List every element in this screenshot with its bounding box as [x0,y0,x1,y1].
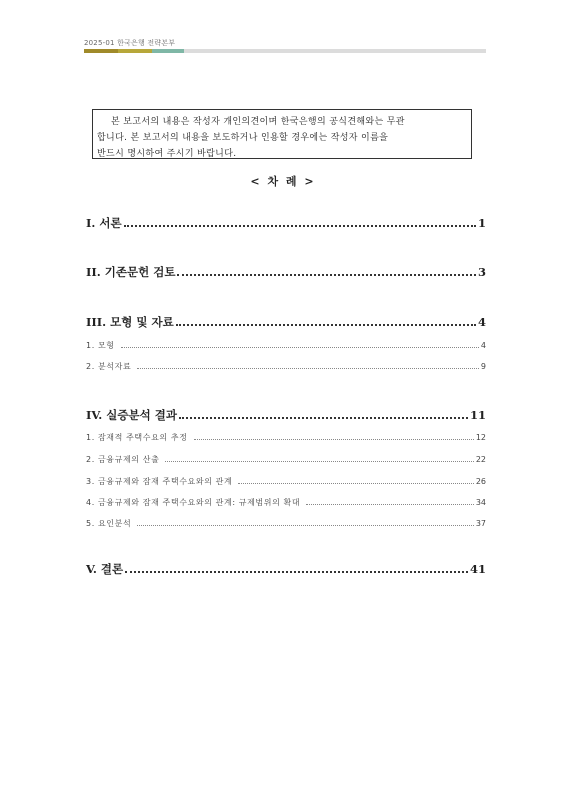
toc-entry-label: 4. 금융규제와 잠재 주택수요와의 관계: 규제범위의 확대 [86,498,301,507]
toc-entry-page: 41 [469,562,486,576]
toc-leader-dots [125,570,468,573]
toc-entry-label: III. 모형 및 자료 [86,315,174,329]
toc-entry-label: 3. 금융규제와 잠재 주택수요와의 관계 [86,477,233,486]
header-bar-segment [184,49,486,53]
toc-subentry [86,497,486,508]
header-bar-segment [84,49,118,53]
toc-entry-label: II. 기존문헌 검토 [86,265,176,279]
toc-leader-dots [177,273,476,276]
toc-entry-empirical-results [86,407,486,423]
disclaimer-line: 합니다. 본 보고서의 내용을 보도하거나 인용할 경우에는 작성자 이름을 [97,133,389,143]
toc-entry-label: I. 서론 [86,216,122,230]
toc-subentry [86,432,486,443]
toc-leader-dots [137,367,479,369]
toc-entry-literature-review [86,264,486,280]
toc-entry-label: 1. 모형 [86,341,115,350]
disclaimer-line: 본 보고서의 내용은 작성자 개인의견이며 한국은행의 공식견해와는 무관 [111,117,405,127]
disclaimer-line: 반드시 명시하여 주시기 바랍니다. [97,149,237,159]
toc-entry-page: 34 [475,498,486,507]
toc-entry-page: 22 [475,455,486,464]
toc-leader-dots [165,460,473,462]
header-color-bar [84,49,486,53]
toc-entry-introduction [86,215,486,231]
toc-entry-page: 26 [475,477,486,486]
toc-leader-dots [176,323,476,326]
toc-entry-label: IV. 실증분석 결과 [86,408,177,422]
toc-entry-page: 37 [475,519,486,528]
toc-entry-page: 4 [480,341,486,350]
toc-leader-dots [124,224,476,227]
toc-subentry [86,454,486,465]
toc-leader-dots [194,438,474,440]
toc-entry-label: 2. 금융규제의 산출 [86,455,160,464]
toc-entry-page: 12 [475,433,486,442]
toc-entry-page: 1 [477,216,486,230]
toc-leader-dots [306,503,474,505]
toc-leader-dots [238,482,473,484]
toc-subentry [86,518,486,529]
toc-subentry [86,340,486,351]
toc-entry-model-and-data [86,314,486,330]
toc-entry-label: V. 결론 [86,562,124,576]
running-header: 2025-01 한국은행 전략본부 [84,39,176,47]
toc-entry-page: 4 [477,315,486,329]
toc-leader-dots [121,346,479,348]
toc-leader-dots [179,416,468,419]
toc-title: < 차 례 > [250,175,316,188]
header-bar-segment [152,49,184,53]
toc-leader-dots [137,524,474,526]
toc-subentry [86,361,486,372]
toc-entry-page: 11 [469,408,486,422]
toc-entry-page: 3 [477,265,486,279]
toc-entry-label: 5. 요인분석 [86,519,132,528]
toc-entry-label: 2. 분석자료 [86,362,132,371]
disclaimer-box [92,109,472,159]
toc-entry-page: 9 [480,362,486,371]
toc-entry-conclusion [86,561,486,577]
header-bar-segment [118,49,152,53]
toc-subentry [86,476,486,487]
toc-entry-label: 1. 잠재적 주택수요의 추정 [86,433,188,442]
